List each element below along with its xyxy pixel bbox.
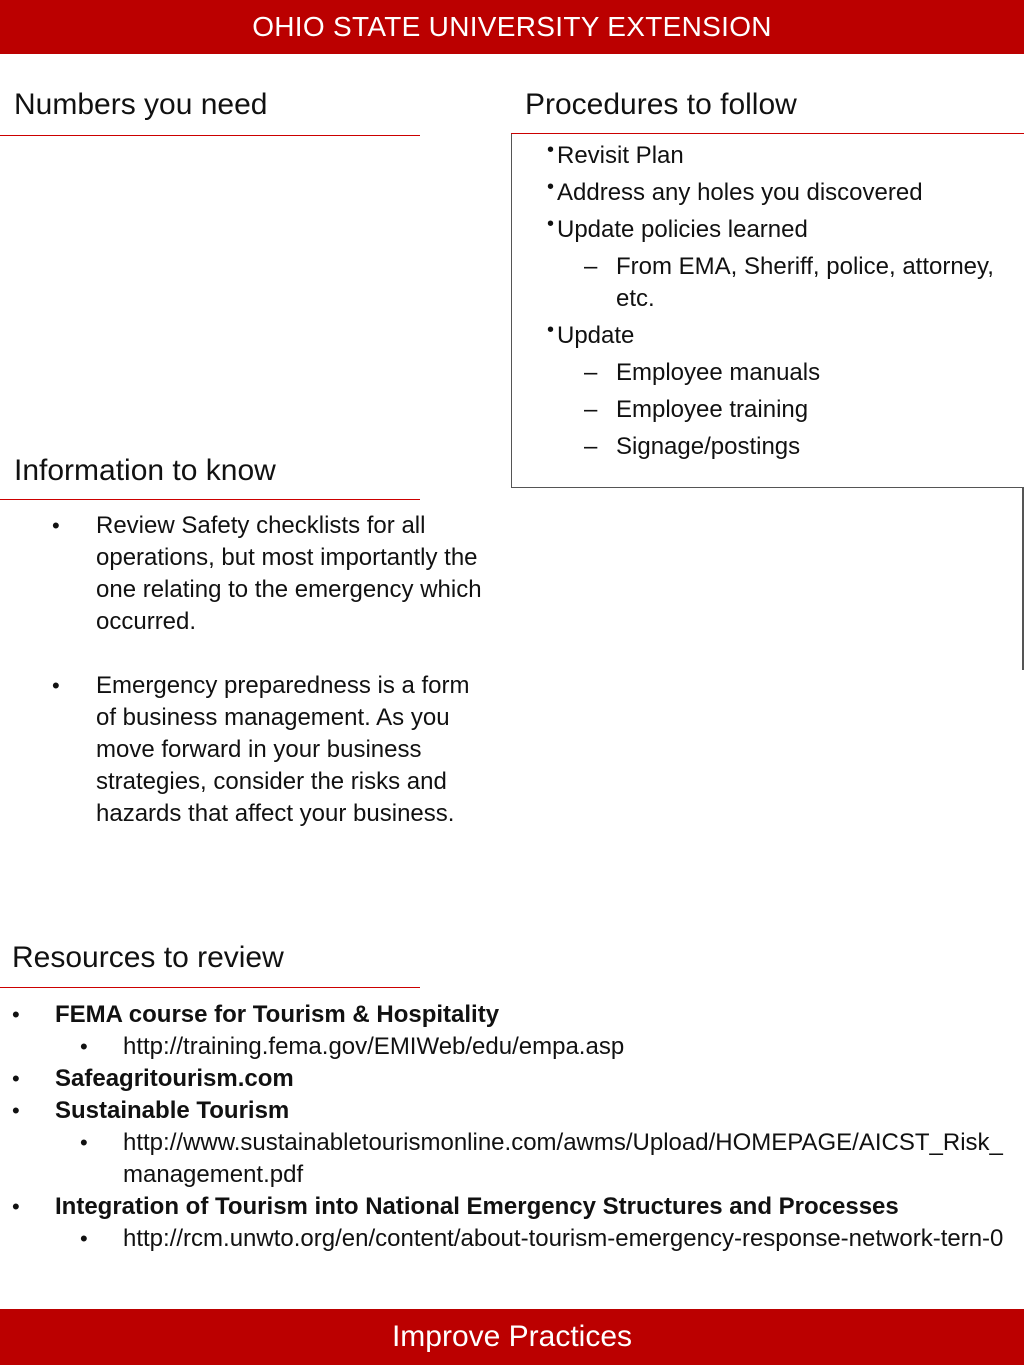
procedures-list [547,140,1017,468]
procedure-subitem-label: Employee manuals [616,359,821,386]
procedures-box-edge [1022,488,1024,670]
numbers-section-title: Numbers you need [0,88,420,136]
resource-link[interactable] [12,1031,1012,1063]
resources-section-title: Resources to review [0,941,420,988]
bullet-icon: • [547,319,555,341]
bullet-icon: • [80,1034,88,1059]
dash-icon: – [584,253,598,280]
info-list [52,510,482,862]
info-item-text: Emergency preparedness is a form of business management. As you move forward in your business strategies, consider the risks and hazards that affect your business. [96,672,470,827]
bullet-icon: • [80,1226,88,1251]
resource-item [12,1063,1012,1095]
dash-icon: – [584,396,598,423]
resource-item [12,999,1012,1031]
bullet-icon: • [12,1002,20,1027]
dash-icon: – [584,433,598,460]
dash-icon: – [584,359,598,386]
info-item [52,670,482,830]
procedure-item [547,177,1017,209]
bullet-icon: • [80,1130,88,1155]
resource-item [12,1191,1012,1223]
procedure-item-label: Update policies learned [557,216,808,243]
bullet-icon: • [12,1194,20,1219]
info-section-title: Information to know [0,454,420,500]
procedure-item [547,214,1017,246]
info-item-text: Review Safety checklists for all operations, but most importantly the one relating to the emergency which occurred. [96,512,482,635]
procedure-item [547,320,1017,352]
resource-link-url[interactable]: http://rcm.unwto.org/en/content/about-tourism-emergency-response-network-tern-0 [123,1225,1004,1252]
procedure-item [547,140,1017,172]
footer-title: Improve Practices [391,1320,633,1353]
header-title: OHIO STATE UNIVERSITY EXTENSION [252,11,772,42]
procedure-subitem [547,251,1017,315]
bullet-icon: • [12,1098,20,1123]
resource-item-label: Integration of Tourism into National Emergency Structures and Processes [55,1193,899,1220]
resource-link-url[interactable]: http://www.sustainabletourismonline.com/awms/Upload/HOMEPAGE/AICST_Risk_management.pdf [123,1129,1003,1188]
bullet-icon: • [12,1066,20,1091]
resource-link[interactable] [12,1223,1012,1255]
procedures-section-title: Procedures to follow [511,88,1024,134]
resource-item [12,1095,1012,1127]
procedure-subitem-label: Signage/postings [616,433,801,460]
bullet-icon: • [547,139,555,161]
procedure-subitem [547,431,1017,463]
procedure-subitem-label: From EMA, Sheriff, police, attorney, etc. [616,253,994,312]
procedure-subitem [547,394,1017,426]
resources-list [12,999,1012,1255]
procedure-item-label: Update [557,322,635,349]
bullet-icon: • [52,513,60,538]
resource-item-label: FEMA course for Tourism & Hospitality [55,1001,500,1028]
procedure-item-label: Revisit Plan [557,142,684,169]
procedure-subitem-label: Employee training [616,396,809,423]
footer-banner [0,1309,1024,1365]
bullet-icon: • [547,213,555,235]
info-item [52,510,482,638]
resource-item-label: Safeagritourism.com [55,1065,294,1092]
procedure-item-label: Address any holes you discovered [557,179,923,206]
resource-item-label: Sustainable Tourism [55,1097,290,1124]
header-banner [0,0,1024,54]
procedure-subitem [547,357,1017,389]
bullet-icon: • [547,176,555,198]
bullet-icon: • [52,673,60,698]
resource-link-url[interactable]: http://training.fema.gov/EMIWeb/edu/empa.asp [123,1033,625,1060]
resource-link[interactable] [12,1127,1012,1191]
